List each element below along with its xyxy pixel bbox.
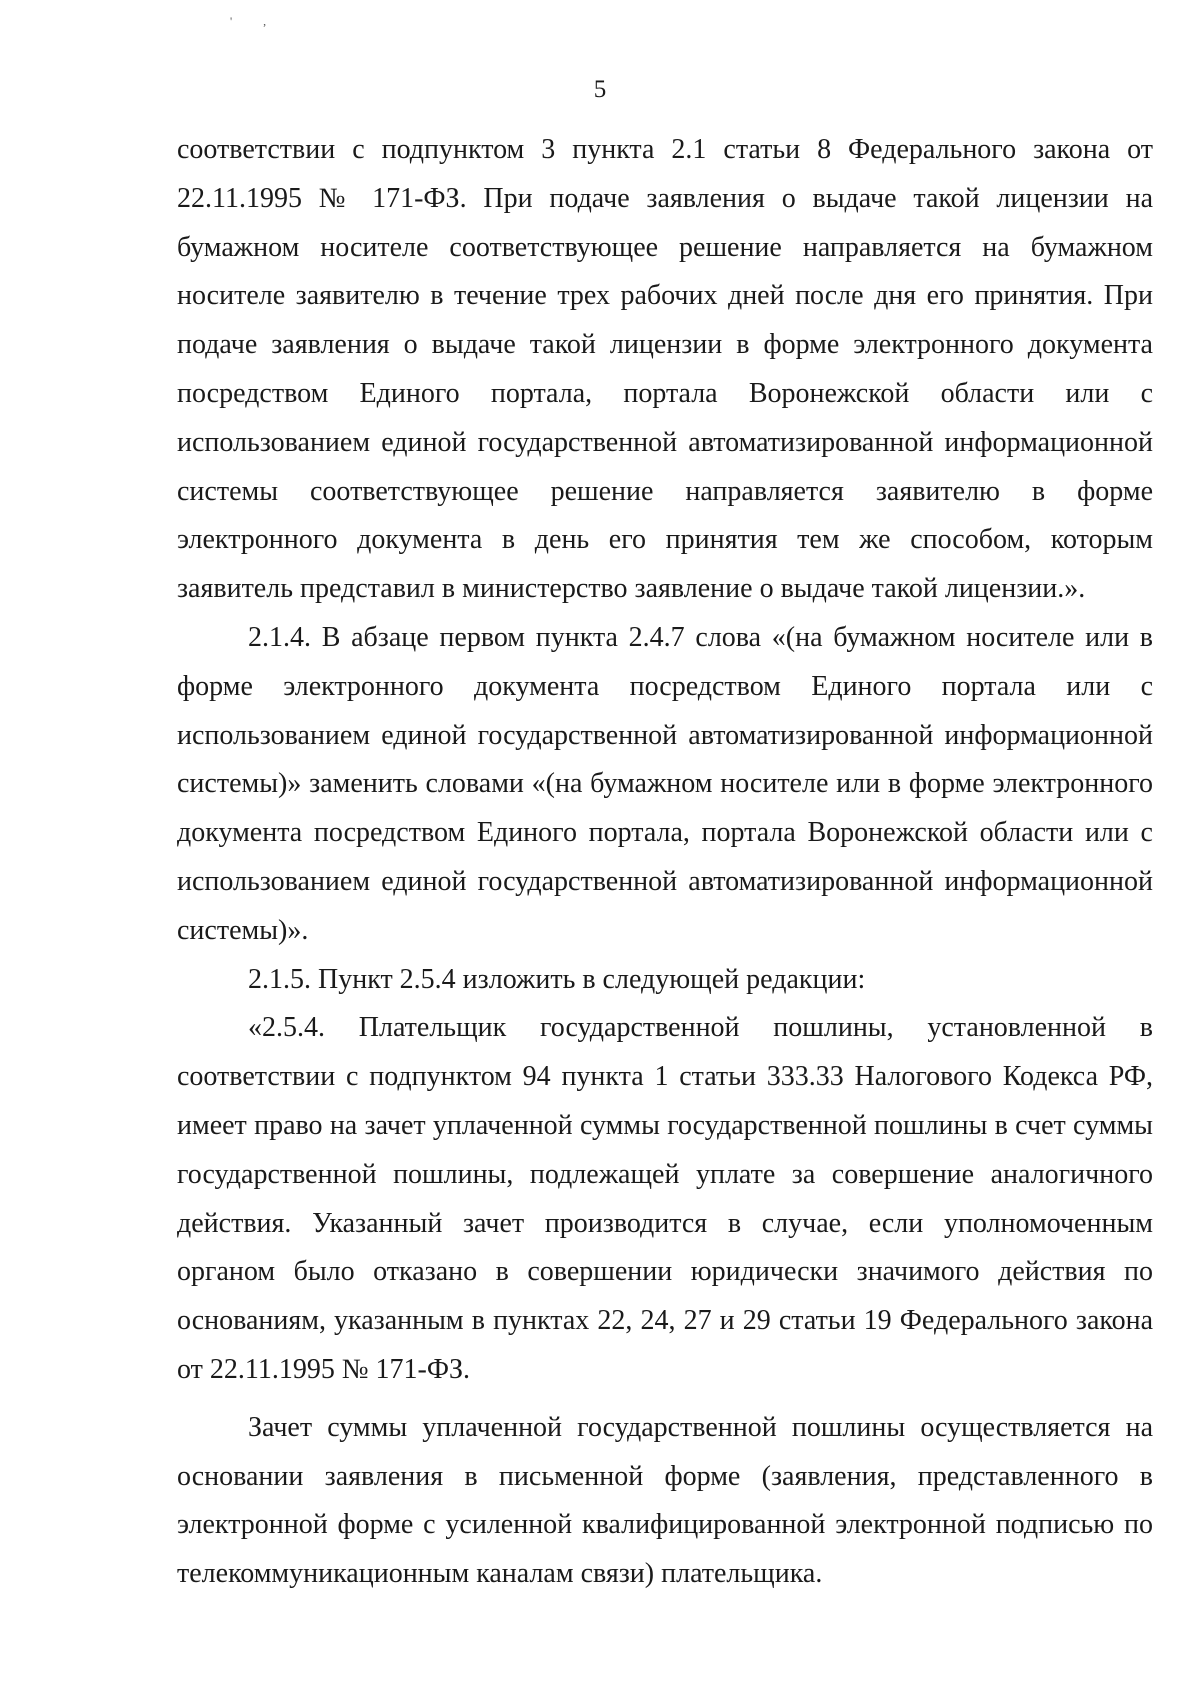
document-body [177,126,1153,1599]
paragraph-2-1-5: 2.1.5. Пункт 2.5.4 изложить в следующей редакции: [248,963,866,995]
scan-marks: ' , [230,14,281,28]
paragraph-2-1-4: 2.1.4. В абзаце первом пункта 2.4.7 слова «(на бумажном носителе или в форме электронного документа посредством Единого портала или с использованием единой государственной автоматизированной информационной системы)» заменить словами «(на бумажном носителе или в форме электронного документа посредством Единого портала, портала Воронежской области или с использованием единой государственной автоматизированной информационной системы)». [177,621,1153,946]
paragraph-offset: Зачет суммы уплаченной государственной пошлины осуществляется на основании заявления в письменной форме (заявления, представленного в электронной форме с усиленной квалифицированной электронной подписью по телекоммуникационным каналам связи) плательщика. [177,1411,1153,1590]
paragraph-continuation: соответствии с подпунктом 3 пункта 2.1 статьи 8 Федерального закона от 22.11.1995 № 171-ФЗ. При подаче заявления о выдаче такой лицензии на бумажном носителе соответствующее решение направляется на бумажном носителе заявителю в течение трех рабочих дней после дня его принятия. При подаче заявления о выдаче такой лицензии в форме электронного документа посредством Единого портала, портала Воронежской области или с использованием единой государственной автоматизированной информационной системы соответствующее решение направляется заявителю в форме электронного документа в день его принятия тем же способом, которым заявитель представил в министерство заявление о выдаче такой лицензии.». [177,134,1153,605]
paragraph-2-5-4: «2.5.4. Плательщик государственной пошлины, установленной в соответствии с подпунктом 94 пункта 1 статьи 333.33 Налогового Кодекса РФ, имеет право на зачет уплаченной суммы государственной пошлины в счет суммы государственной пошлины, подлежащей уплате за совершение аналогичного действия. Указанный зачет производится в случае, если уполномоченным органом было отказано в совершении юридически значимого действия по основаниям, указанным в пунктах 22, 24, 27 и 29 статьи 19 Федерального закона от 22.11.1995 № 171-ФЗ. [177,1012,1153,1385]
page-number: 5 [593,76,607,103]
